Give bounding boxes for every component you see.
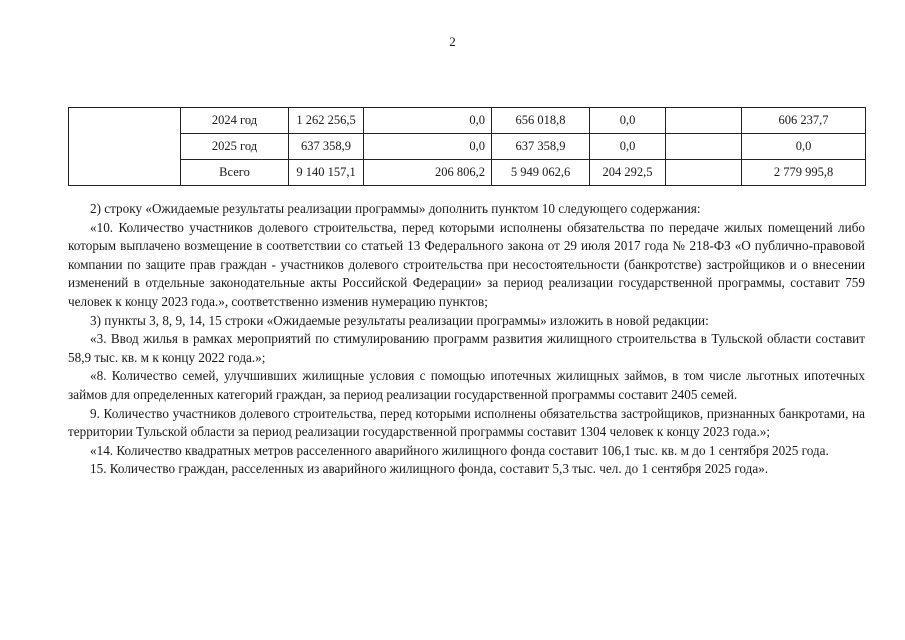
paragraph: «8. Количество семей, улучшивших жилищные условия с помощью ипотечных жилищных займов, в том числе льготных ипотечных займов для определенных категорий граждан, за период реализации государственной программы составит 2405 семей. — [68, 368, 865, 402]
document-body — [68, 200, 865, 479]
table-cell: 637 358,9 — [492, 134, 590, 160]
table-cell-total: 637 358,9 — [289, 134, 364, 160]
paragraph: 15. Количество граждан, расселенных из аварийного жилищного фонда, составит 5,3 тыс. чел. до 1 сентября 2025 года». — [90, 461, 769, 477]
table-cell — [666, 108, 742, 134]
paragraph: «3. Ввод жилья в рамках мероприятий по стимулированию программ развития жилищного строительства в Тульской области составит 58,9 тыс. кв. м к концу 2022 года.»; — [68, 331, 865, 365]
table-cell-total: 1 262 256,5 — [289, 108, 364, 134]
table-cell: 606 237,7 — [742, 108, 866, 134]
table-cell-empty — [69, 108, 181, 186]
table-cell: 0,0 — [590, 134, 666, 160]
table-cell-year: 2025 год — [181, 134, 289, 160]
table-cell: 0,0 — [364, 134, 492, 160]
paragraph: 2) строку «Ожидаемые результаты реализации программы» дополнить пунктом 10 следующего содержания: — [90, 201, 701, 216]
paragraph: «14. Количество квадратных метров расселенного аварийного жилищного фонда составит 106,1 тыс. кв. м до 1 сентября 2025 года. — [90, 442, 829, 458]
paragraph: 3) пункты 3, 8, 9, 14, 15 строки «Ожидаемые результаты реализации программы» изложить в новой редакции: — [90, 312, 709, 328]
table-cell — [666, 160, 742, 186]
table-cell: 0,0 — [742, 134, 866, 160]
table-cell-year: Всего — [181, 160, 289, 186]
table-cell-total: 9 140 157,1 — [289, 160, 364, 186]
paragraph: 9. Количество участников долевого строительства, перед которыми исполнены обязательства застройщиков, признанных банкротами, на территории Тульской области за период реализации государственной программы составит 1304 человек к концу 2023 года.»; — [68, 405, 865, 440]
table-cell: 206 806,2 — [364, 160, 492, 186]
paragraph: «10. Количество участников долевого строительства, перед которыми исполнены обязательства по передаче жилых помещений либо которым выплачено возмещение в соответствии со статьей 13 Федерального закона от 29 июля 2017 года № 218-ФЗ «О публично-правовой компании по защите прав граждан - участников долевого строительства при несостоятельности (банкротстве) застройщиков и о внесении изменений в отдельные законодательные акты Российской Федерации» за период реализации государственной программы, составит 759 человек к концу 2023 года.», соответственно изменив нумерацию пунктов; — [68, 219, 865, 309]
table-cell: 0,0 — [364, 108, 492, 134]
budget-table — [68, 107, 866, 186]
table-cell — [666, 134, 742, 160]
table-cell: 5 949 062,6 — [492, 160, 590, 186]
table-row — [69, 160, 866, 186]
page-number: 2 — [449, 34, 456, 49]
table-cell: 0,0 — [590, 108, 666, 134]
table-row — [69, 108, 866, 134]
table-cell: 656 018,8 — [492, 108, 590, 134]
table-cell: 204 292,5 — [590, 160, 666, 186]
table-cell-year: 2024 год — [181, 108, 289, 134]
table-row — [69, 134, 866, 160]
table-cell: 2 779 995,8 — [742, 160, 866, 186]
